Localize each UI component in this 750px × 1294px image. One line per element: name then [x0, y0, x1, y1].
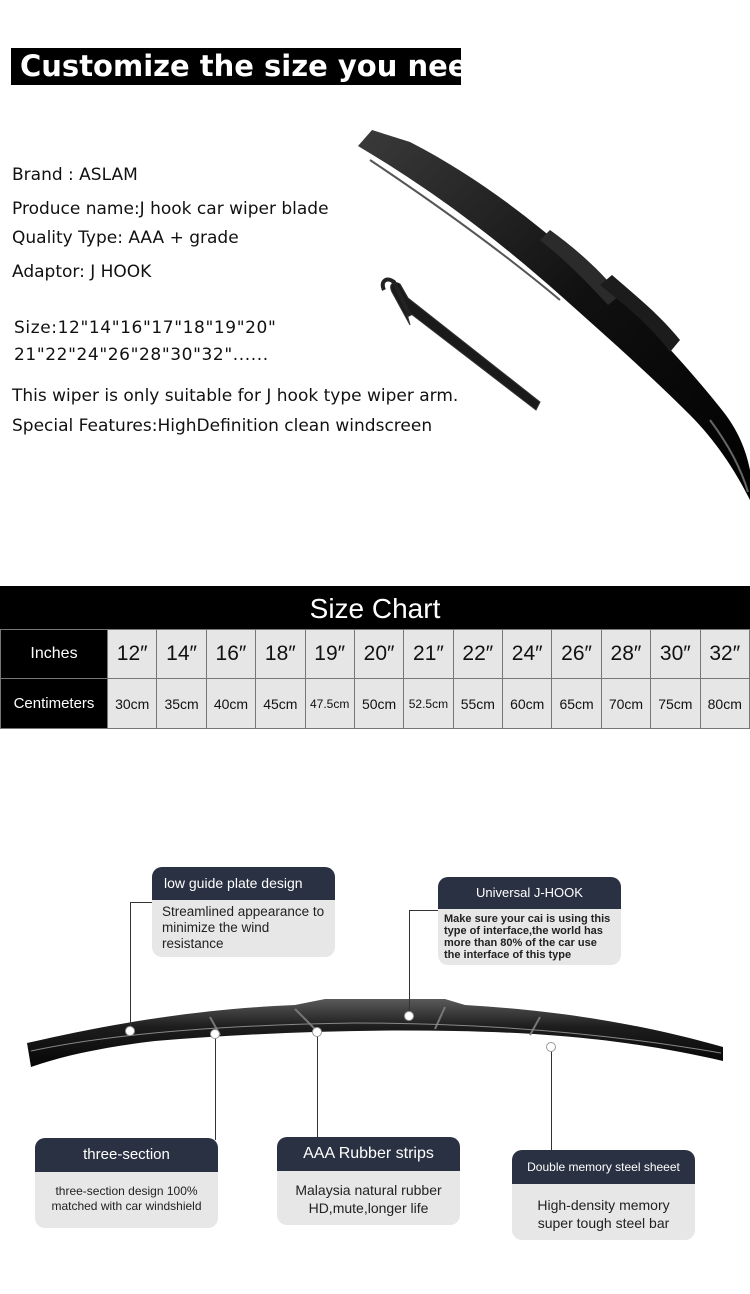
cm-cell: 52.5cm — [404, 679, 453, 729]
wiper-blade-image — [350, 120, 750, 500]
callout-three-section — [35, 1138, 218, 1228]
brand-text: Brand : ASLAM — [12, 165, 138, 185]
leader-line — [317, 1032, 318, 1138]
leader-line — [551, 1047, 552, 1150]
quality-text: Quality Type: AAA + grade — [12, 228, 239, 248]
inch-cell: 30″ — [651, 630, 700, 679]
callout-low-guide — [152, 867, 335, 957]
callout-title: AAA Rubber strips — [277, 1137, 460, 1171]
callout-title: Double memory steel sheeet — [512, 1150, 695, 1184]
callout-text: Streamlined appearance to minimize the wind resistance — [162, 904, 325, 951]
inch-cell: 32″ — [700, 630, 750, 679]
callout-text: High-density memory super tough steel bar — [537, 1197, 670, 1231]
cm-cell: 60cm — [503, 679, 552, 729]
centimeters-row-label: Centimeters — [1, 679, 108, 729]
inch-cell: 21″ — [404, 630, 453, 679]
inches-row-label: Inches — [1, 630, 108, 679]
inch-cell: 16″ — [206, 630, 255, 679]
inch-cell: 12″ — [108, 630, 157, 679]
inch-cell: 22″ — [453, 630, 502, 679]
leader-line — [130, 902, 152, 903]
size-chart-title: Size Chart — [0, 586, 750, 630]
marker-dot — [546, 1042, 556, 1052]
size-line-1: Size:12"14"16"17"18"19"20" — [14, 318, 277, 338]
suitability-text: This wiper is only suitable for J hook type wiper arm. — [12, 386, 459, 406]
callout-title: low guide plate design — [152, 867, 335, 900]
inch-cell: 26″ — [552, 630, 601, 679]
leader-line — [409, 910, 439, 911]
inch-cell: 14″ — [157, 630, 206, 679]
callout-rubber — [277, 1137, 460, 1225]
cm-cell: 30cm — [108, 679, 157, 729]
marker-dot — [210, 1029, 220, 1039]
cm-cell: 47.5cm — [305, 679, 354, 729]
marker-dot — [125, 1026, 135, 1036]
inch-cell: 19″ — [305, 630, 354, 679]
cm-cell: 55cm — [453, 679, 502, 729]
cm-cell: 50cm — [354, 679, 403, 729]
leader-line — [130, 902, 131, 1030]
callout-title: three-section — [35, 1138, 218, 1172]
cm-cell: 45cm — [256, 679, 305, 729]
adaptor-text: Adaptor: J HOOK — [12, 262, 152, 282]
callout-text: three-section design 100% matched with car windshield — [51, 1184, 202, 1213]
cm-cell: 35cm — [157, 679, 206, 729]
callout-jhook — [438, 877, 621, 965]
leader-line — [409, 910, 410, 1016]
callout-text: Make sure your cai is using this type of interface,the world has more than 80% of the car use the interface of this type — [444, 913, 611, 961]
marker-dot — [404, 1011, 414, 1021]
produce-name-text: Produce name:J hook car wiper blade — [12, 199, 329, 219]
inch-cell: 18″ — [256, 630, 305, 679]
features-text: Special Features:HighDefinition clean windscreen — [12, 416, 433, 436]
size-chart-table — [0, 629, 750, 729]
callout-title: Universal J-HOOK — [438, 877, 621, 909]
inch-cell: 20″ — [354, 630, 403, 679]
callout-text: Malaysia natural rubber HD,mute,longer life — [295, 1182, 442, 1216]
cm-cell: 80cm — [700, 679, 750, 729]
cm-cell: 40cm — [206, 679, 255, 729]
page-title: Customize the size you need — [11, 48, 461, 85]
cm-cell: 75cm — [651, 679, 700, 729]
callout-steel — [512, 1150, 695, 1240]
leader-line — [215, 1034, 216, 1140]
size-line-2: 21"22"24"26"28"30"32"...... — [14, 345, 269, 365]
cm-cell: 65cm — [552, 679, 601, 729]
inches-row — [1, 630, 750, 679]
centimeters-row — [1, 679, 750, 729]
inch-cell: 28″ — [601, 630, 650, 679]
inch-cell: 24″ — [503, 630, 552, 679]
cm-cell: 70cm — [601, 679, 650, 729]
marker-dot — [312, 1027, 322, 1037]
